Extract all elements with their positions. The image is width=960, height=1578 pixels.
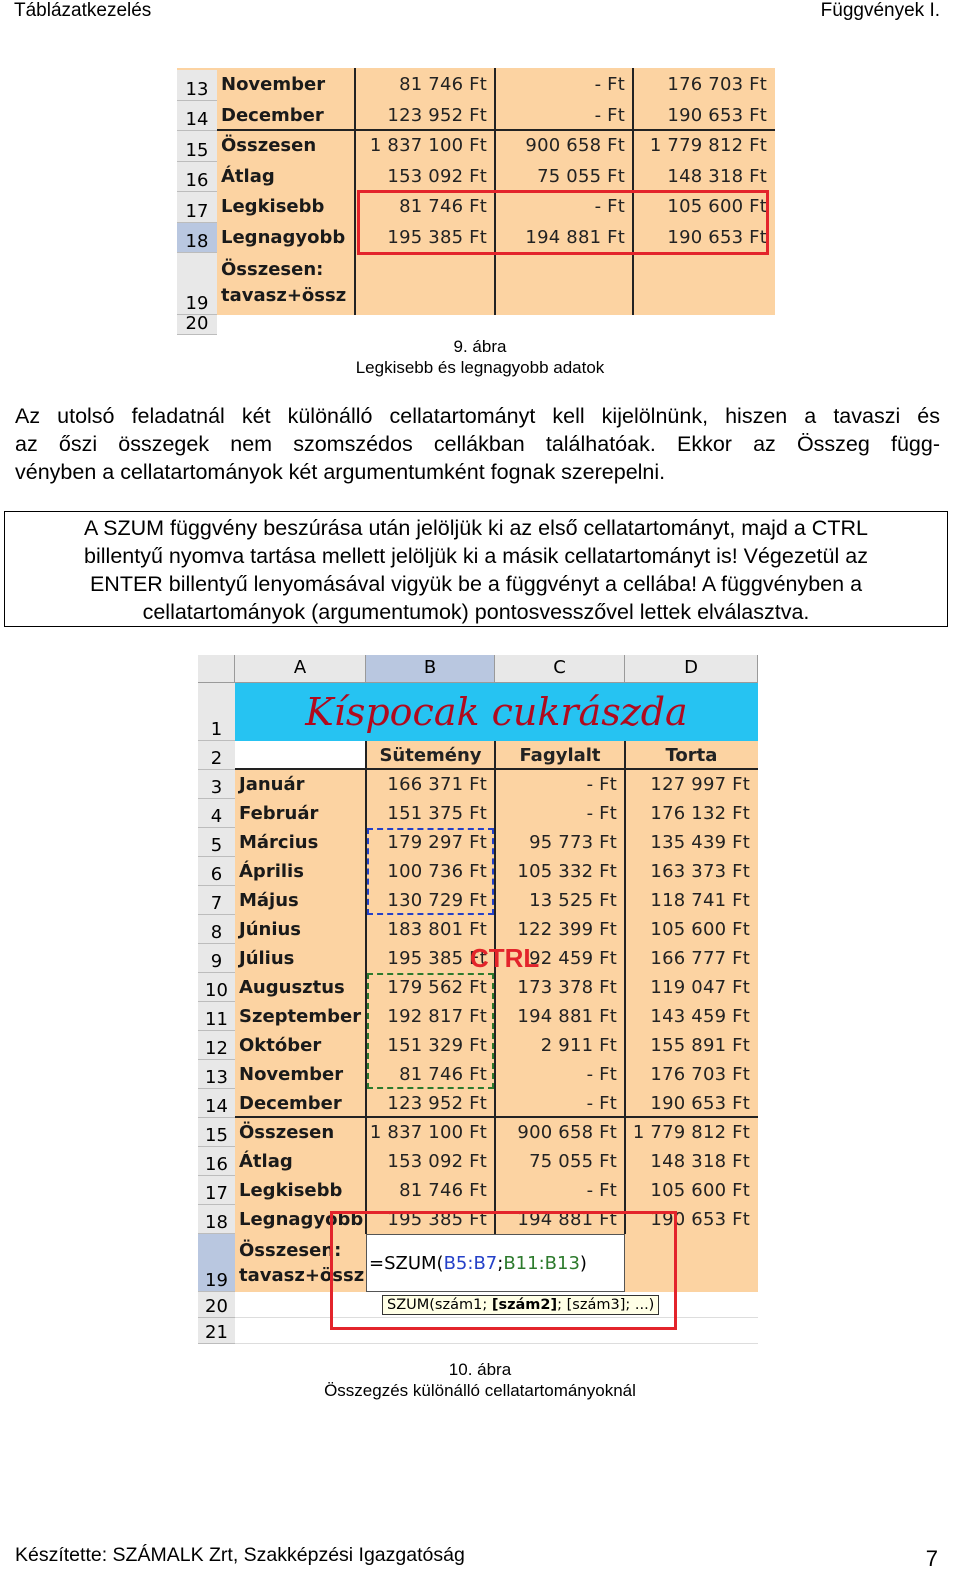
row-header — [177, 315, 217, 335]
corner-cell — [198, 655, 235, 683]
cell-value: 153 092 Ft — [355, 162, 495, 193]
row-header — [177, 223, 217, 254]
cell-value: 192 817 Ft — [366, 1002, 495, 1031]
row-label: Április — [235, 857, 366, 886]
column-title-b: Sütemény — [366, 741, 495, 770]
formula-suffix: ) — [579, 1253, 587, 1274]
row-number: 19 — [185, 293, 209, 314]
paragraph-line: vényben a cellatartományok két argumentumként fognak szerepelni. — [15, 460, 666, 484]
cell-value: 153 092 Ft — [366, 1147, 495, 1176]
formula-range-2: B11:B13 — [503, 1253, 580, 1274]
row-header — [198, 1205, 235, 1234]
cell-value: 1 779 812 Ft — [625, 1118, 758, 1147]
row-label: Március — [235, 828, 366, 857]
cell-value: - Ft — [495, 70, 633, 101]
cell-value: 123 952 Ft — [366, 1089, 495, 1118]
row-number: 13 — [205, 1067, 228, 1088]
row-header — [198, 1292, 235, 1318]
row-number: 19 — [205, 1270, 228, 1291]
cell-value: 190 653 Ft — [625, 1089, 758, 1118]
column-title-d: Torta — [625, 741, 758, 770]
cell-value: - Ft — [495, 192, 633, 223]
row-label: Június — [235, 915, 366, 944]
row-label: Legkisebb — [235, 1176, 366, 1205]
cell-value: 130 729 Ft — [366, 886, 495, 915]
column-header-a: A — [235, 655, 366, 683]
cell-value: 118 741 Ft — [625, 886, 758, 915]
cell-value: 195 385 Ft — [355, 223, 495, 254]
tooltip-active-arg: [szám2] — [491, 1297, 558, 1313]
cell-value: 127 997 Ft — [625, 770, 758, 799]
cell-value: - Ft — [495, 101, 633, 132]
cell-value: 194 881 Ft — [495, 223, 633, 254]
cell-value: 75 055 Ft — [495, 1147, 625, 1176]
row-header — [177, 253, 217, 315]
cell-value: 1 837 100 Ft — [355, 131, 495, 162]
cell-value: 1 779 812 Ft — [633, 131, 775, 162]
cell-value: 190 653 Ft — [633, 223, 775, 254]
row-label: Július — [235, 944, 366, 973]
instruction-line: billentyű nyomva tartása mellett jelöljük ki a másik cellatartományt is! Végezetül az — [84, 544, 868, 568]
figure-9-spreadsheet — [177, 68, 775, 334]
column-divider — [354, 68, 356, 315]
cell-value: 151 329 Ft — [366, 1031, 495, 1060]
row-header — [198, 1318, 235, 1344]
row-number: 16 — [205, 1154, 228, 1175]
cell-value: 179 297 Ft — [366, 828, 495, 857]
row-header — [198, 1031, 235, 1060]
row-header — [198, 683, 235, 741]
row-header — [177, 192, 217, 223]
cell-value: 81 746 Ft — [355, 192, 495, 223]
ctrl-label: CTRL — [470, 943, 540, 973]
cell-value: 105 600 Ft — [633, 192, 775, 223]
row-label-line: tavasz+össz — [221, 285, 347, 306]
figure-9-caption-number: 9. ábra — [453, 337, 507, 356]
cell-value: 13 525 Ft — [495, 886, 625, 915]
cell-value: 195 385 Ft — [366, 944, 495, 973]
row-number: 14 — [185, 109, 209, 130]
row-label: Legnagyobb — [235, 1205, 366, 1234]
row-label: Február — [235, 799, 366, 828]
row-header — [198, 1118, 235, 1147]
row-header — [198, 973, 235, 1002]
cell-value: 179 562 Ft — [366, 973, 495, 1002]
tooltip-text: SZUM(szám1; — [387, 1297, 492, 1313]
cell-value: - Ft — [495, 770, 625, 799]
row-number: 13 — [185, 78, 209, 100]
cell-value: 194 881 Ft — [495, 1205, 625, 1234]
row-label: Összesen — [217, 131, 355, 162]
paragraph-line: az őszi összegek nem szomszédos cellákban találhatóak. Ekkor az Összeg függ- — [15, 432, 940, 456]
row-number: 5 — [210, 835, 223, 856]
row-number: 2 — [210, 748, 223, 769]
blank-cell — [235, 741, 366, 770]
row-label: November — [235, 1060, 366, 1089]
row-label: December — [235, 1089, 366, 1118]
column-header-c: C — [495, 655, 625, 683]
row-header — [198, 1176, 235, 1205]
row-number: 7 — [210, 893, 223, 914]
cell-value: 176 703 Ft — [633, 70, 775, 101]
cell-value: 135 439 Ft — [625, 828, 758, 857]
cell-value: 900 658 Ft — [495, 131, 633, 162]
row-label: Legnagyobb — [217, 223, 355, 254]
row-number: 21 — [205, 1322, 228, 1343]
row-header — [198, 828, 235, 857]
cell-value: 183 801 Ft — [366, 915, 495, 944]
cell-value: 119 047 Ft — [625, 973, 758, 1002]
tooltip-text: ; [szám3]; ...) — [557, 1297, 655, 1313]
row-header — [198, 1060, 235, 1089]
row-header — [198, 1234, 235, 1292]
row-header — [177, 131, 217, 162]
cell-value: 92 459 Ft — [495, 944, 625, 973]
row-header — [198, 857, 235, 886]
figure-10-spreadsheet — [198, 655, 758, 1343]
cell-value: 166 371 Ft — [366, 770, 495, 799]
highlight-box — [357, 190, 769, 255]
cell-value: - Ft — [495, 1060, 625, 1089]
row-label-line: Összesen: — [221, 259, 324, 280]
cell-value: 195 385 Ft — [366, 1205, 495, 1234]
cell-value: 122 399 Ft — [495, 915, 625, 944]
cell-value: - Ft — [495, 799, 625, 828]
row-label-line: Összesen: — [239, 1240, 342, 1261]
cell-value: 105 332 Ft — [495, 857, 625, 886]
row-number: 14 — [205, 1096, 228, 1117]
cell-value: 75 055 Ft — [495, 162, 633, 193]
figure-10-caption-number: 10. ábra — [448, 1360, 512, 1379]
cell-value: 148 318 Ft — [633, 162, 775, 193]
row-number: 16 — [185, 170, 209, 191]
row-label: Átlag — [235, 1147, 366, 1176]
page-number: 7 — [925, 1546, 938, 1571]
row-label: Átlag — [217, 162, 355, 193]
row-header — [198, 770, 235, 799]
cell-value: 123 952 Ft — [355, 101, 495, 132]
row-number: 10 — [205, 980, 228, 1001]
column-header-d: D — [625, 655, 758, 683]
cell-value: 166 777 Ft — [625, 944, 758, 973]
row-number: 6 — [210, 864, 223, 885]
cell-value: - Ft — [495, 1176, 625, 1205]
row-label-multiline — [217, 253, 355, 315]
row-header — [198, 886, 235, 915]
row-header — [198, 1089, 235, 1118]
cell-value: 81 746 Ft — [355, 70, 495, 101]
row-number: 18 — [205, 1212, 228, 1233]
column-header-b: B — [366, 655, 495, 683]
column-title-c: Fagylalt — [495, 741, 625, 770]
cell-value: 151 375 Ft — [366, 799, 495, 828]
formula-range-1: B5:B7 — [443, 1253, 498, 1274]
instruction-line: cellatartományok (argumentumok) pontosvesszővel lettek elválasztva. — [142, 600, 810, 624]
row-label: Május — [235, 886, 366, 915]
row-number: 9 — [210, 951, 223, 972]
row-number: 20 — [205, 1296, 228, 1317]
cell-value: 81 746 Ft — [366, 1176, 495, 1205]
cell-value: 2 911 Ft — [495, 1031, 625, 1060]
cell-value: 1 837 100 Ft — [366, 1118, 495, 1147]
figure-9-caption-title: Legkisebb és legnagyobb adatok — [355, 358, 605, 377]
row-header — [177, 162, 217, 193]
row-number: 3 — [210, 777, 223, 798]
row-label: Október — [235, 1031, 366, 1060]
row-number: 8 — [210, 922, 223, 943]
column-divider — [494, 741, 496, 1234]
row-label: November — [217, 70, 355, 101]
cell-value: 105 600 Ft — [625, 1176, 758, 1205]
row-number: 4 — [210, 806, 223, 827]
figure-10-caption-title: Összegzés különálló cellatartományoknál — [324, 1381, 636, 1400]
row-header — [198, 944, 235, 973]
cell-value: 176 703 Ft — [625, 1060, 758, 1089]
cell-value: 194 881 Ft — [495, 1002, 625, 1031]
row-number: 15 — [205, 1125, 228, 1146]
cell-value: 176 132 Ft — [625, 799, 758, 828]
cell-value: 190 653 Ft — [633, 101, 775, 132]
row-number: 17 — [185, 200, 209, 222]
footer-credit: Készítette: SZÁMALK Zrt, Szakképzési Igazgatóság — [15, 1544, 465, 1566]
running-header-left: Táblázatkezelés — [14, 0, 152, 21]
row-header — [198, 915, 235, 944]
row-number: 11 — [205, 1009, 228, 1030]
row-label-line: tavasz+össz — [239, 1265, 365, 1286]
row-label: Augusztus — [235, 973, 366, 1002]
running-header-right: Függvények I. — [820, 0, 940, 21]
instruction-line: A SZUM függvény beszúrása után jelöljük ki az első cellatartományt, majd a CTRL — [84, 516, 868, 540]
row-header — [198, 741, 235, 770]
formula-prefix: =SZUM( — [369, 1253, 444, 1274]
cell-value: 100 736 Ft — [366, 857, 495, 886]
cell-value: 190 653 Ft — [625, 1205, 758, 1234]
highlight-box — [330, 1211, 677, 1330]
cell-value: 143 459 Ft — [625, 1002, 758, 1031]
formula-separator: ; — [497, 1253, 504, 1274]
instruction-box — [4, 511, 948, 627]
row-label: December — [217, 101, 355, 132]
body-paragraph — [15, 402, 940, 486]
row-number: 20 — [185, 313, 209, 334]
cell-value: 173 378 Ft — [495, 973, 625, 1002]
instruction-line: ENTER billentyű lenyomásával vigyük be a függvényt a cellába! A függvényben a — [89, 572, 863, 596]
cell-value: 81 746 Ft — [366, 1060, 495, 1089]
row-number: 12 — [205, 1038, 228, 1059]
row-header — [198, 799, 235, 828]
row-number: 1 — [210, 719, 223, 740]
row-header — [177, 70, 217, 101]
cell-value: 148 318 Ft — [625, 1147, 758, 1176]
column-divider — [624, 741, 626, 1234]
row-label: Legkisebb — [217, 192, 355, 223]
row-header — [198, 1147, 235, 1176]
sheet-title: Kíspocak cukrászda — [235, 683, 758, 741]
row-label: Szeptember — [235, 1002, 366, 1031]
cell-value: 155 891 Ft — [625, 1031, 758, 1060]
row-number: 17 — [205, 1183, 228, 1204]
cell-value: 95 773 Ft — [495, 828, 625, 857]
row-label: Összesen — [235, 1118, 366, 1147]
row-number: 15 — [185, 139, 209, 161]
blank-row — [217, 315, 777, 335]
row-number: 18 — [185, 231, 209, 252]
cell-value: 163 373 Ft — [625, 857, 758, 886]
row-header — [177, 101, 217, 132]
row-label: Január — [235, 770, 366, 799]
cell-value: 105 600 Ft — [625, 915, 758, 944]
cell-value: 900 658 Ft — [495, 1118, 625, 1147]
selection-range-1 — [367, 828, 494, 915]
paragraph-line: Az utolsó feladatnál két különálló cellatartományt kell kijelölnünk, hiszen a tavaszi és — [15, 404, 940, 428]
selection-range-2 — [367, 973, 494, 1089]
cell-value: - Ft — [495, 1089, 625, 1118]
row-header — [198, 1002, 235, 1031]
